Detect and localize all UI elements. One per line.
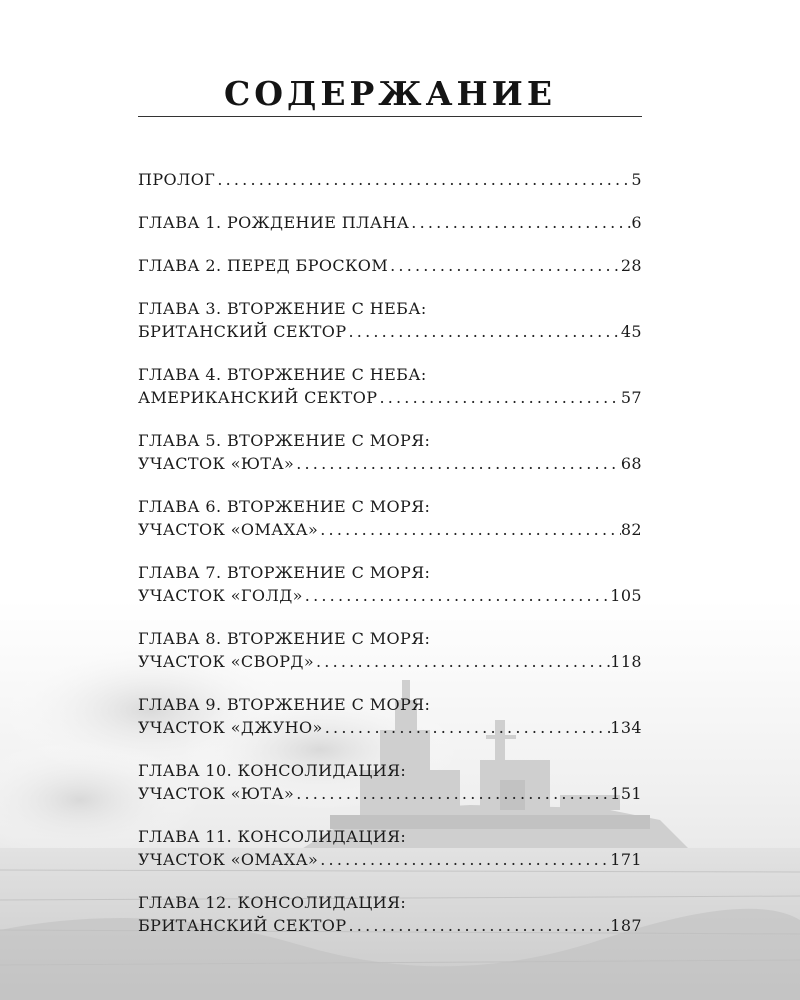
dot-leader: [388, 254, 621, 277]
toc-entry: [138, 168, 642, 191]
toc-entry-title: БРИТАНСКИЙ СЕКТОР: [138, 322, 347, 341]
toc-entry-line: [138, 168, 642, 191]
toc-entry-title: ГЛАВА 2. ПЕРЕД БРОСКОМ: [138, 256, 389, 275]
toc-entry-line: [138, 716, 642, 739]
toc-entry-line: [138, 320, 642, 343]
toc-entry: [138, 495, 642, 541]
toc-entry: [138, 627, 642, 673]
toc-list: [138, 168, 642, 957]
toc-page-number: 151: [610, 784, 642, 803]
toc-entry-line: [138, 452, 642, 475]
toc-entry-title: ГЛАВА 4. ВТОРЖЕНИЕ С НЕБА:: [138, 365, 427, 384]
toc-entry-title: УЧАСТОК «СВОРД»: [138, 652, 315, 671]
toc-entry-title: ГЛАВА 8. ВТОРЖЕНИЕ С МОРЯ:: [138, 629, 431, 648]
dot-leader: [314, 650, 610, 673]
dot-leader: [318, 518, 621, 541]
toc-entry: [138, 759, 642, 805]
dot-leader: [318, 848, 610, 871]
toc-entry-line: [138, 782, 642, 805]
toc-entry-title: УЧАСТОК «ЮТА»: [138, 784, 295, 803]
toc-entry: [138, 211, 642, 234]
toc-entry-line: [138, 254, 642, 277]
toc-page-number: 134: [610, 718, 642, 737]
toc-entry-title: БРИТАНСКИЙ СЕКТОР: [138, 916, 347, 935]
dot-leader: [294, 452, 621, 475]
toc-entry-line: [138, 848, 642, 871]
toc-entry-title: ГЛАВА 6. ВТОРЖЕНИЕ С МОРЯ:: [138, 497, 431, 516]
toc-entry-line: [138, 914, 642, 937]
toc-page-number: 187: [610, 916, 642, 935]
toc-page-number: 6: [631, 213, 642, 232]
toc-entry-line: [138, 650, 642, 673]
toc-entry-title: УЧАСТОК «ЮТА»: [138, 454, 295, 473]
dot-leader: [347, 320, 621, 343]
page-title: СОДЕРЖАНИЕ: [223, 74, 556, 113]
toc-entry-title: ПРОЛОГ: [138, 170, 216, 189]
toc-page-number: 68: [620, 454, 642, 473]
toc-page-number: 171: [610, 850, 642, 869]
toc-entry-title: ГЛАВА 10. КОНСОЛИДАЦИЯ:: [138, 761, 407, 780]
dot-leader: [377, 386, 620, 409]
toc-entry-title: УЧАСТОК «ДЖУНО»: [138, 718, 323, 737]
toc-entry-title: ГЛАВА 3. ВТОРЖЕНИЕ С НЕБА:: [138, 299, 427, 318]
toc-entry: [138, 693, 642, 739]
toc-entry-line: [138, 211, 642, 234]
toc-entry-title: УЧАСТОК «ОМАХА»: [138, 850, 319, 869]
dot-leader: [215, 168, 631, 191]
toc-entry-title: ГЛАВА 11. КОНСОЛИДАЦИЯ:: [138, 827, 407, 846]
toc-entry-line: [138, 518, 642, 541]
toc-entry: [138, 825, 642, 871]
dot-leader: [347, 914, 611, 937]
toc-entry-line: [138, 584, 642, 607]
toc-entry: [138, 254, 642, 277]
toc-page-number: 57: [620, 388, 642, 407]
toc-entry-title: АМЕРИКАНСКИЙ СЕКТОР: [138, 388, 378, 407]
toc-entry: [138, 561, 642, 607]
toc-page-number: 105: [610, 586, 642, 605]
toc-entry-title: ГЛАВА 1. РОЖДЕНИЕ ПЛАНА: [138, 213, 410, 232]
toc-entry-title: ГЛАВА 12. КОНСОЛИДАЦИЯ:: [138, 893, 407, 912]
toc-entry-title: ГЛАВА 5. ВТОРЖЕНИЕ С МОРЯ:: [138, 431, 431, 450]
toc-entry: [138, 363, 642, 409]
title-underline: [138, 116, 642, 117]
dot-leader: [303, 584, 610, 607]
toc-page-number: 118: [610, 652, 642, 671]
dot-leader: [409, 211, 631, 234]
toc-entry: [138, 297, 642, 343]
toc-entry-title: УЧАСТОК «ГОЛД»: [138, 586, 303, 605]
toc-entry-title: ГЛАВА 7. ВТОРЖЕНИЕ С МОРЯ:: [138, 563, 431, 582]
toc-page-number: 45: [620, 322, 642, 341]
toc-page-number: 5: [631, 170, 642, 189]
toc-entry-title: ГЛАВА 9. ВТОРЖЕНИЕ С МОРЯ:: [138, 695, 431, 714]
dot-leader: [294, 782, 610, 805]
toc-entry: [138, 891, 642, 937]
dot-leader: [323, 716, 611, 739]
toc-page-number: 82: [620, 520, 642, 539]
toc-page-number: 28: [620, 256, 642, 275]
toc-entry: [138, 429, 642, 475]
toc-entry-title: УЧАСТОК «ОМАХА»: [138, 520, 319, 539]
toc-entry-line: [138, 386, 642, 409]
